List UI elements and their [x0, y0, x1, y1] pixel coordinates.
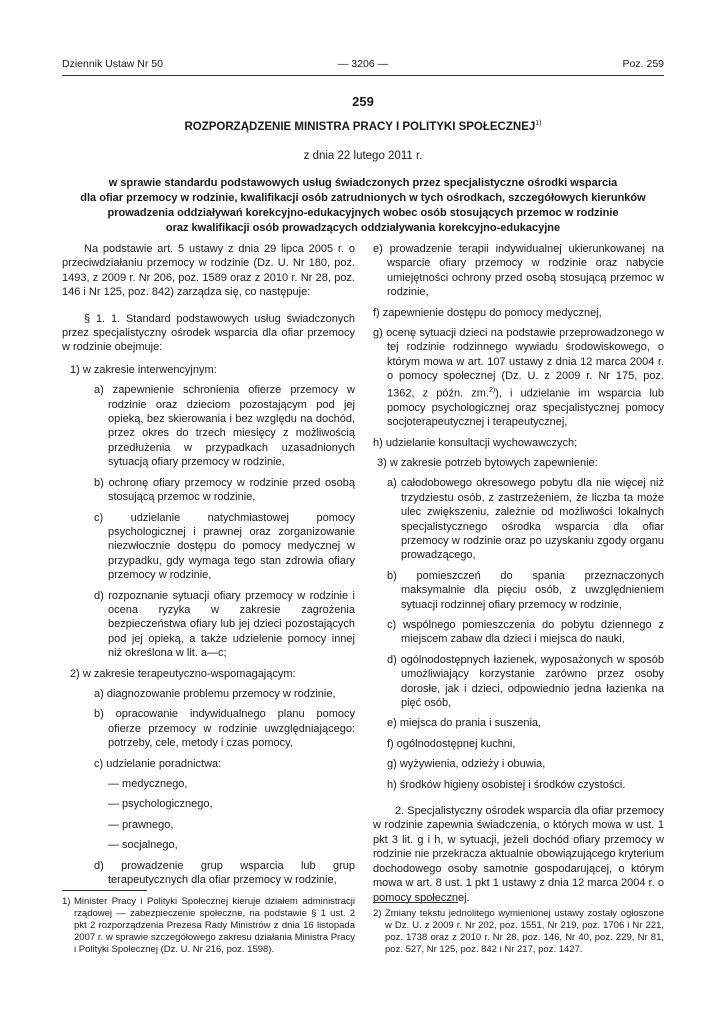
right-column: [373, 242, 664, 913]
point-2g-text-end: ), i udzielanie im wsparcia lub pomocy psychologicznej oraz specjalistycznej pomocy socjoterapeutycznej i terapeutycznej,: [387, 387, 665, 429]
point-1c: c) udzielanie natychmiastowej pomocy psychologicznej i prawnej oraz zorganizowanie niezwłocznie dostępu do pomocy medycznej w przypadku, gdy wymaga tego stan zdrowia ofiary przemocy w rodzinie,: [94, 511, 355, 582]
footnote-2-text: Zmiany tekstu jednolitego wymienionej ustawy zostały ogłoszone w Dz. U. z 2009 r. Nr 202, poz. 1551, Nr 219, poz. 1706 i Nr 221, poz. 1738 oraz z 2010 r. Nr 28, poz. 146, Nr 40, poz. 229, Nr 81, poz. 527, Nr 125, poz. 842 i Nr 217, poz. 1427.: [385, 908, 664, 955]
footnote-separator: [62, 890, 147, 891]
act-number: 259: [352, 94, 374, 109]
act-subject: [62, 176, 664, 236]
subject-line: oraz kwalifikacji osób prowadzących oddziaływania korekcyjno-edukacyjne: [165, 222, 561, 234]
point-3h: h) środków higieny osobistej i środków czystości.: [387, 778, 626, 791]
point-3c: c) wspólnego pomieszczenia do pobytu dziennego z miejscem zabaw dla dzieci i miejsca do nauki,: [387, 619, 664, 646]
dash-item: — psychologicznego,: [108, 798, 213, 811]
footnote-1-mark: 1): [62, 896, 71, 907]
footnote-1: [62, 896, 355, 956]
point-3b: b) pomieszczeń do spania przeznaczonych maksymalnie dla pięciu osób, z uwzględnieniem sytuacji rodzinnej ofiary przemocy w rodzinie,: [387, 569, 664, 611]
left-column: [62, 242, 355, 893]
point-2a: a) diagnozowanie problemu przemocy w rodzinie,: [94, 687, 336, 700]
point-3d: d) ogólnodostępnych łazienek, wyposażonych w sposób umożliwiający korzystanie zarówno przez osoby dorosłe, jak i dzieci, odpowiednio jedna łazienka na pięć osób,: [387, 653, 664, 710]
point-1d: d) rozpoznanie sytuacji ofiary przemocy w rodzinie i ocena ryzyka w zakresie zagrożenia bezpieczeństwa ofiary lub jej dzieci pozostających pod jej opieką, a także udzielenie pomocy innej niż określona w lit. a—c;: [94, 589, 355, 660]
point-1a: a) zapewnienie schronienia ofierze przemocy w rodzinie oraz dzieciom pozostającym pod jej opieką, bez skierowania i bez względu na dochód, przez okres do trzech miesięcy z możliwością przedłużenia w przypadkach uzasadnionych sytuacją ofiary przemocy w rodzinie,: [94, 384, 355, 469]
header-divider: [62, 75, 664, 76]
footnote-ref-1: 1): [535, 120, 542, 127]
point-3a: a) całodobowego okresowego pobytu dla nie więcej niż trzydziestu osób, z zastrzeżeniem, że liczba ta może ulec zwiększeniu, zależnie od możliwości lokalnych specjalistycznego ośrodka wsparcia dla ofiar przemocy w rodzinie oraz po uzyskaniu zgody organu prowadzącego,: [387, 477, 664, 562]
act-title-text: ROZPORZĄDZENIE MINISTRA PRACY I POLITYKI SPOŁECZNEJ: [184, 120, 536, 133]
subject-line: dla ofiar przemocy w rodzinie, kwalifikacji osób zatrudnionych w tych ośrodkach, szczegółowych kierunków: [80, 192, 646, 204]
footnote-2-mark: 2): [373, 908, 382, 919]
point-3g: g) wyżywienia, odzieży i obuwia,: [387, 758, 546, 771]
paragraph-1-2: 2. Specjalistyczny ośrodek wsparcia dla ofiar przemocy w rodzinie zapewnia świadczenia, o których mowa w ust. 1 pkt 3 lit. g i h, w sytuacji, jeżeli dochód ofiary przemocy w rodzinie nie przekracza aktualnie obowiązującego kryterium dochodowego osoby samotnie gospodarującej, o którym mowa w art. 8 ust. 1 pkt 1 ustawy z dnia 12 marca 2004 r. o pomocy społecznej.: [373, 805, 665, 904]
footnote-1-text: Minister Pracy i Polityki Społecznej kieruje działem administracji rządowej — zabezpieczenie społeczne, na podstawie § 1 ust. 2 pkt 2 rozporządzenia Prezesa Rady Ministrów z dnia 16 listopada 2007 r. w sprawie szczegółowego zakresu działania Ministra Pracy i Polityki Społecznej (Dz. U. Nr 216, poz. 1598).: [74, 896, 355, 955]
point-3f: f) ogólnodostępnej kuchni,: [387, 737, 516, 750]
act-title: [62, 120, 664, 133]
point-2g: [373, 326, 664, 430]
position-number: Poz. 259: [622, 58, 664, 70]
dash-item: — socjalnego,: [108, 839, 178, 852]
subject-line: w sprawie standardu podstawowych usług świadczonych przez specjalistyczne ośrodki wsparcia: [108, 177, 618, 189]
point-2c: c) udzielanie poradnictwa:: [94, 757, 222, 770]
point-2f: f) zapewnienie dostępu do pomocy medycznej,: [373, 306, 602, 319]
subject-line: prowadzenia oddziaływań korekcyjno-edukacyjnych wobec osób stosujących przemoc w rodzinie: [107, 207, 619, 219]
journal-name: Dziennik Ustaw Nr 50: [62, 58, 163, 70]
page-number: — 3206 —: [337, 58, 389, 70]
point-2e: e) prowadzenie terapii indywidualnej ukierunkowanej na wsparcie ofiary przemocy w rodzinie oraz nabycie umiejętności ochrony przed osobą stosującą przemoc w rodzinie,: [373, 243, 664, 299]
footnote-2: [373, 908, 664, 956]
footnote-ref-2: 2): [488, 386, 496, 394]
point-1: 1) w zakresie interwencyjnym:: [70, 363, 217, 376]
point-3e: e) miejsca do prania i suszenia,: [387, 717, 542, 730]
dash-item: — medycznego,: [108, 778, 188, 790]
document-page: [62, 0, 664, 1024]
point-3: 3) w zakresie potrzeb bytowych zapewnienie:: [377, 456, 598, 469]
dash-item: — prawnego,: [108, 818, 174, 831]
running-header: [62, 58, 664, 72]
point-2g-text: g) ocenę sytuacji dzieci na podstawie przeprowadzonego w tej rodzinie rodzinnego wywiadu środowiskowego, o którym mowa w art. 107 ustawy z dnia 12 marca 2004 r. o pomocy społecznej (Dz. U. z 2009 r. Nr 175, poz. 1362, z późn. zm.: [373, 327, 664, 400]
point-2d: d) prowadzenie grup wsparcia lub grup terapeutycznych dla ofiar przemocy w rodzinie,: [94, 859, 355, 887]
point-2h: h) udzielanie konsultacji wychowawczych;: [373, 436, 578, 449]
paragraph-1: § 1. 1. Standard podstawowych usług świadczonych przez specjalistyczny ośrodek wsparcia dla ofiar przemocy w rodzinie obejmuje:: [62, 312, 355, 354]
act-date: z dnia 22 lutego 2011 r.: [303, 150, 423, 162]
point-1b: b) ochronę ofiary przemocy w rodzinie przed osobą stosującą przemoc w rodzinie,: [94, 476, 355, 504]
footnote-separator: [373, 902, 458, 903]
legal-basis: Na podstawie art. 5 ustawy z dnia 29 lipca 2005 r. o przeciwdziałaniu przemocy w rodzinie (Dz. U. Nr 180, poz. 1493, z 2009 r. Nr 206, poz. 1589 oraz z 2010 r. Nr 28, poz. 146 i Nr 125, poz. 842) zarządza się, co następuje:: [62, 243, 355, 299]
point-2: 2) w zakresie terapeutyczno-wspomagającym:: [70, 667, 296, 680]
point-2b: b) opracowanie indywidualnego planu pomocy ofierze przemocy w rodzinie uwzględniającego: potrzeby, cele, metody i czas pomocy,: [94, 708, 355, 750]
